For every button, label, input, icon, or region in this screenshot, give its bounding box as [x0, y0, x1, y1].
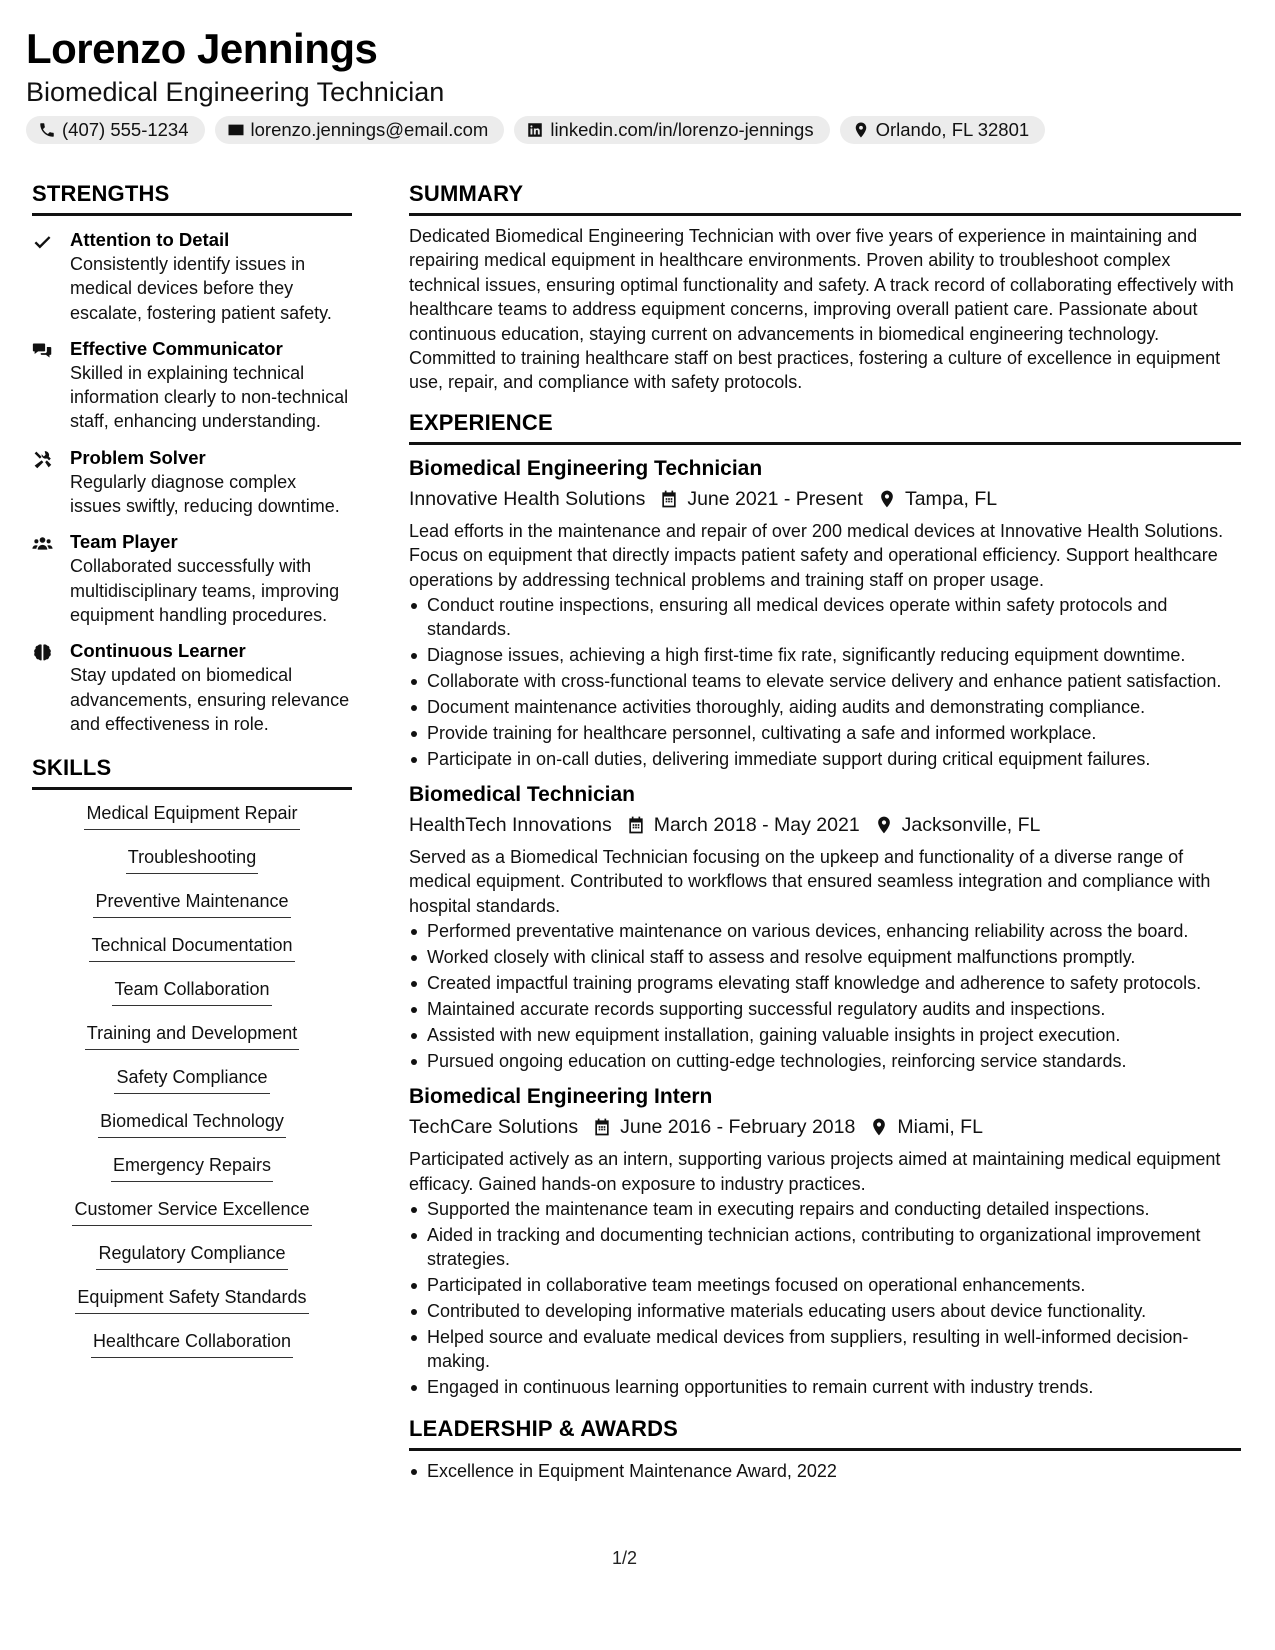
job-bullets — [409, 919, 1241, 1073]
job-bullet: Aided in tracking and documenting technician actions, contributing to organizational improvement strategies. — [409, 1223, 1241, 1271]
skill-tag: Biomedical Technology — [98, 1108, 286, 1138]
calendar-icon — [592, 1117, 612, 1137]
job-title: Biomedical Engineering Intern — [409, 1085, 713, 1109]
job-dates: March 2018 - May 2021 — [653, 814, 860, 837]
comments-icon — [32, 340, 53, 361]
candidate-title: Biomedical Engineering Technician — [26, 77, 445, 107]
job-entry — [409, 1083, 1241, 1399]
job-dates: June 2021 - Present — [687, 487, 863, 510]
job-company: HealthTech Innovations — [409, 814, 612, 837]
job-bullet: Maintained accurate records supporting successful regulatory audits and inspections. — [409, 997, 1241, 1021]
job-company: TechCare Solutions — [409, 1116, 579, 1139]
leadership-section — [409, 1415, 1241, 1483]
job-bullet: Participate in on-call duties, delivering immediate support during critical equipment failures. — [409, 747, 1241, 771]
map-pin-icon — [852, 121, 870, 139]
contact-email[interactable] — [215, 116, 505, 144]
skill-tag: Safety Compliance — [114, 1064, 269, 1094]
strength-item — [32, 530, 352, 627]
skill-tag: Training and Development — [85, 1020, 299, 1050]
leadership-list — [409, 1459, 1241, 1483]
skills-list — [32, 800, 352, 1372]
contact-location — [840, 116, 1046, 144]
location-text: Orlando, FL 32801 — [875, 119, 1030, 140]
strength-item — [32, 446, 352, 519]
skill-tag: Medical Equipment Repair — [84, 800, 299, 830]
job-location: Miami, FL — [897, 1116, 983, 1139]
job-bullet: Worked closely with clinical staff to assess and resolve equipment malfunctions promptly. — [409, 945, 1241, 969]
strengths-section — [32, 180, 352, 736]
linkedin-icon — [526, 121, 544, 139]
job-bullet: Document maintenance activities thoroughly, aiding audits and demonstrating compliance. — [409, 695, 1241, 719]
page-number: 1/2 — [612, 1548, 638, 1568]
job-bullet: Supported the maintenance team in executing repairs and conducting detailed inspections. — [409, 1197, 1241, 1221]
job-company: Innovative Health Solutions — [409, 487, 646, 510]
check-icon — [32, 231, 53, 252]
contact-phone[interactable] — [26, 116, 205, 144]
strength-title: Problem Solver — [70, 446, 206, 468]
job-meta — [409, 485, 1241, 513]
job-bullet: Helped source and evaluate medical devices from suppliers, resulting in well-informed decision-making. — [409, 1325, 1241, 1373]
strengths-list — [32, 228, 352, 736]
right-column — [409, 180, 1241, 1485]
linkedin-text: linkedin.com/in/lorenzo-jennings — [550, 119, 814, 140]
leadership-item: Excellence in Equipment Maintenance Award, 2022 — [409, 1459, 1241, 1483]
strength-title: Continuous Learner — [70, 640, 246, 662]
map-pin-icon — [874, 815, 894, 835]
strength-item — [32, 228, 352, 325]
strength-desc: Regularly diagnose complex issues swiftly, reducing downtime. — [70, 471, 340, 517]
skill-tag: Team Collaboration — [112, 976, 271, 1006]
job-entry — [409, 781, 1241, 1073]
job-location: Jacksonville, FL — [901, 814, 1041, 837]
job-title: Biomedical Technician — [409, 783, 636, 807]
summary-text: Dedicated Biomedical Engineering Technician with over five years of experience in maintaining and repairing medical equipment in healthcare environments. Proven ability to troubleshoot complex technical issues, ensuring optimal functionality and safety. A track record of collaborating effectively with healthcare teams to address equipment concerns, improving overall patient care. Passionate about continuous education, staying current on advancements in biomedical engineering technology. Committed to training healthcare staff on best practices, fostering a culture of excellence in equipment use, repair, and compliance with safety protocols. — [409, 226, 1234, 393]
email-text: lorenzo.jennings@email.com — [250, 119, 489, 140]
experience-section — [409, 409, 1241, 1399]
brain-icon — [32, 642, 53, 663]
summary-heading: SUMMARY — [409, 180, 1241, 216]
job-title: Biomedical Engineering Technician — [409, 456, 763, 480]
phone-text: (407) 555-1234 — [62, 119, 189, 140]
strength-desc: Consistently identify issues in medical devices before they escalate, fostering patient safety. — [70, 254, 332, 323]
phone-icon — [38, 121, 56, 139]
skill-tag: Equipment Safety Standards — [75, 1284, 308, 1314]
skill-tag: Troubleshooting — [126, 844, 258, 874]
strength-item — [32, 337, 352, 434]
skills-heading: SKILLS — [32, 754, 352, 790]
strength-desc: Skilled in explaining technical information clearly to non-technical staff, enhancing understanding. — [70, 362, 349, 432]
strength-title: Attention to Detail — [70, 229, 230, 250]
experience-heading: EXPERIENCE — [409, 409, 1241, 445]
strength-title: Team Player — [70, 531, 178, 553]
summary-section — [409, 180, 1241, 395]
map-pin-icon — [877, 489, 897, 509]
job-bullet: Performed preventative maintenance on various devices, enhancing reliability across the board. — [409, 919, 1241, 943]
candidate-name: Lorenzo Jennings — [26, 25, 378, 72]
strength-item — [32, 639, 352, 736]
job-description: Lead efforts in the maintenance and repair of over 200 medical devices at Innovative Health Solutions. Focus on equipment that directly impacts patient safety and operational efficiency. Support healthcare operations by addressing technical problems and training staff on proper usage. — [409, 520, 1224, 590]
job-dates: June 2016 - February 2018 — [620, 1116, 856, 1139]
strength-desc: Stay updated on biomedical advancements, ensuring relevance and effectiveness in role. — [70, 665, 350, 734]
tools-icon — [32, 449, 53, 470]
calendar-icon — [626, 815, 646, 835]
left-column — [32, 180, 352, 1372]
strength-title: Effective Communicator — [70, 337, 283, 359]
skill-tag: Healthcare Collaboration — [91, 1328, 293, 1358]
envelope-icon — [227, 121, 245, 139]
skill-tag: Regulatory Compliance — [96, 1240, 287, 1270]
job-meta — [409, 811, 1241, 839]
job-bullet: Collaborate with cross-functional teams to elevate service delivery and enhance patient satisfaction. — [409, 669, 1241, 693]
skill-tag: Emergency Repairs — [111, 1152, 273, 1182]
job-bullet: Engaged in continuous learning opportunities to remain current with industry trends. — [409, 1375, 1241, 1399]
skill-tag: Preventive Maintenance — [93, 888, 290, 918]
resume-header — [26, 24, 1246, 144]
skill-tag: Technical Documentation — [89, 932, 294, 962]
job-bullet: Pursued ongoing education on cutting-edge technologies, reinforcing service standards. — [409, 1049, 1241, 1073]
job-bullet: Diagnose issues, achieving a high first-time fix rate, significantly reducing equipment downtime. — [409, 643, 1241, 667]
job-bullet: Conduct routine inspections, ensuring all medical devices operate within safety protocols and standards. — [409, 593, 1241, 641]
job-bullet: Provide training for healthcare personnel, cultivating a safe and informed workplace. — [409, 721, 1241, 745]
users-icon — [32, 533, 53, 554]
job-bullet: Created impactful training programs elevating staff knowledge and adherence to safety protocols. — [409, 971, 1241, 995]
job-bullets — [409, 593, 1241, 771]
job-bullet: Assisted with new equipment installation, gaining valuable insights in project execution. — [409, 1023, 1241, 1047]
job-bullet: Participated in collaborative team meetings focused on operational enhancements. — [409, 1273, 1241, 1297]
job-description: Served as a Biomedical Technician focusing on the upkeep and functionality of a diverse range of medical equipment. Contributed to workflows that ensured seamless integration and compliance with hospital standards. — [409, 847, 1211, 916]
job-meta — [409, 1113, 1241, 1141]
contact-bar — [26, 116, 1246, 144]
skills-section — [32, 754, 352, 1372]
map-pin-icon — [869, 1117, 889, 1137]
job-description: Participated actively as an intern, supporting various projects aimed at maintaining medical equipment efficacy. Gained hands-on exposure to industry practices. — [409, 1149, 1221, 1194]
job-location: Tampa, FL — [904, 487, 998, 510]
skill-tag: Customer Service Excellence — [72, 1196, 311, 1226]
strength-desc: Collaborated successfully with multidisciplinary teams, improving equipment handling procedures. — [70, 556, 340, 625]
job-entry — [409, 455, 1241, 771]
leadership-heading: LEADERSHIP & AWARDS — [409, 1415, 1241, 1451]
strengths-heading: STRENGTHS — [32, 180, 352, 216]
calendar-icon — [659, 489, 679, 509]
contact-linkedin[interactable] — [514, 116, 829, 144]
job-bullets — [409, 1197, 1241, 1399]
job-bullet: Contributed to developing informative materials educating users about device functionality. — [409, 1299, 1241, 1323]
